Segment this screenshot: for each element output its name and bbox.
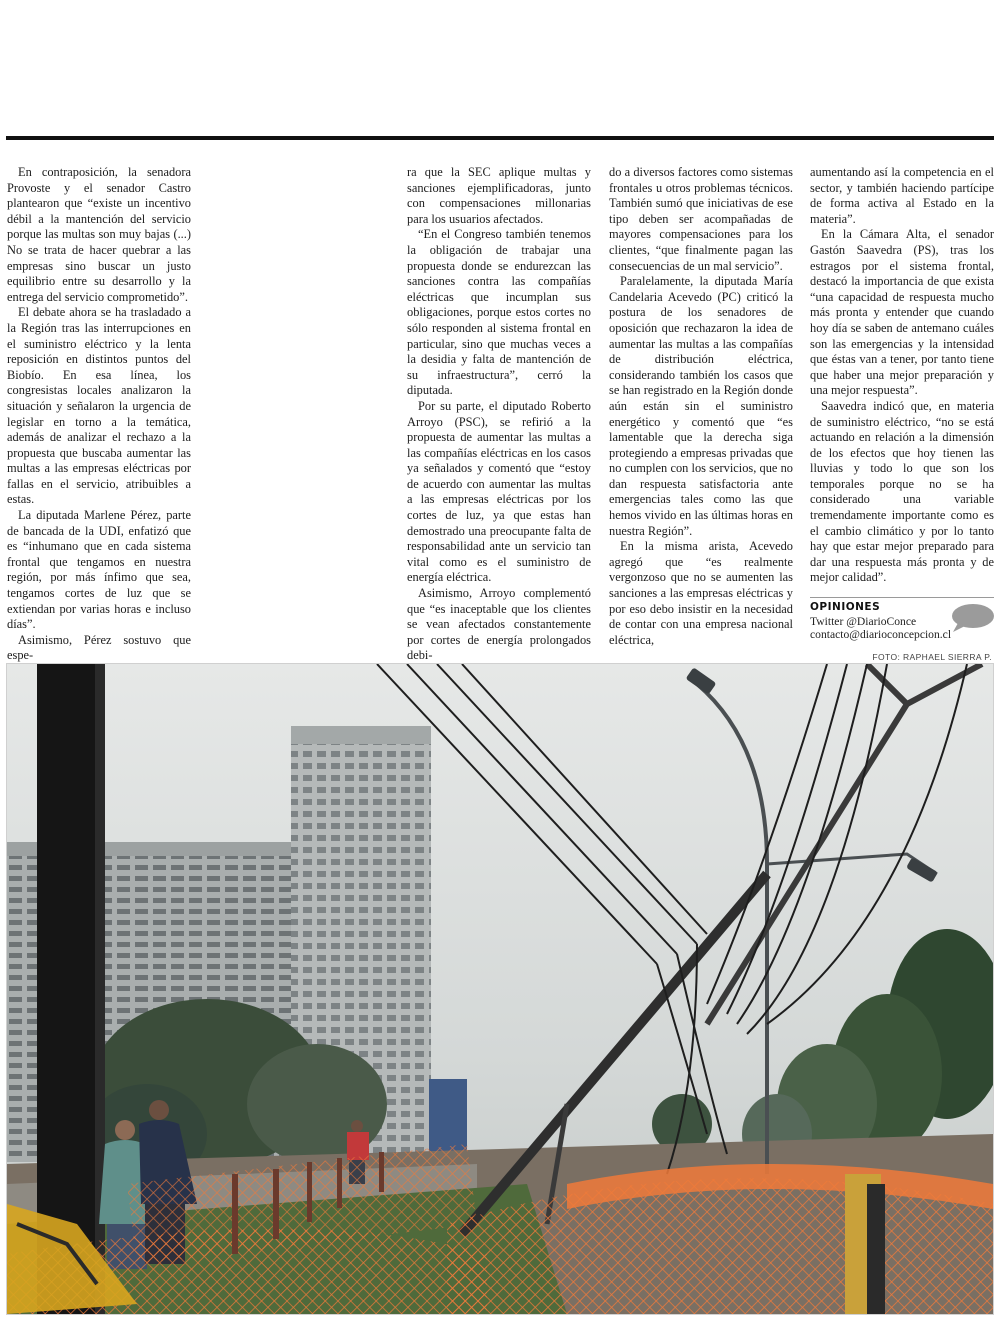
paragraph: En la Cámara Alta, el senador Gastón Saavedra (PS), tras los estragos por el sistema frontal, destacó la importancia de que exista “una capacidad de respuesta mucho más pronta y entender que cuando hoy día se saben de antemano cuáles son las emergencias y la intensidad que éstas van a tener, por tanto tiene que haber una mejor preparación y una mejor respuesta”. — [810, 227, 994, 398]
contact-email[interactable]: contacto@diarioconcepcion.cl — [810, 628, 952, 641]
paragraph: ra que la SEC aplique multas y sanciones ejemplificadoras, junto con compensaciones millonarias para los usuarios afectados. — [407, 165, 591, 226]
paragraph: Asimismo, Pérez sostuvo que espe- — [7, 632, 191, 663]
paragraph: “En el Congreso también tenemos la obligación de trabajar una propuesta donde se endurezcan las sanciones contra las compañías eléctricas que incumplan sus obligaciones, porque estos cortes no sólo responden al sistema frontal en particular, sino que muchas veces a la desidia y falta de mantención de su infraestructura”, cerró la diputada. — [407, 227, 591, 398]
paragraph: En contraposición, la senadora Provoste y el senador Castro plantearon que “existe un incentivo débil a la mantención del servicio porque las multas son muy bajas (...) No se trata de hacer quebrar a las empresas sino buscar un justo equilibrio entre su desarrollo y la entrega del servicio comprometido”. — [7, 165, 191, 304]
paragraph: aumentando así la competencia en el sector, y también haciendo partícipe de forma activa al Estado en la materia”. — [810, 165, 994, 226]
paragraph: Saavedra indicó que, en materia de suministro eléctrico, “no se está actuando en relación a la dimensión de los efectos que hoy tienen las lluvias y todo lo que son los temporales porque no se ha considerado una variable tremendamente importante como es el cambio climático y por lo tanto hay que estar mejor preparado para dar una respuesta más pronta y de mejor calidad”. — [810, 398, 994, 585]
paragraph: El debate ahora se ha trasladado a la Región tras las interrupciones en el suministro eléctrico y la lenta reposición en distintos puntos del Biobío. En esa línea, los congresistas locales analizaron la situación y señalaron la urgencia de legislar en torno a la temática, además de analizar el rechazo a la propuesta que buscaba aumentar las multas a las empresas eléctricas por fallas en el servicio, atribuibles a estas. — [7, 305, 191, 507]
fallen-power-pole-photo — [7, 664, 993, 1314]
paragraph: En la misma arista, Acevedo agregó que “es realmente vergonzoso que no se aumenten las sanciones a las empresas eléctricas y por eso debo insistir en la necesidad de contar con una empresa nacional eléctrica, — [609, 539, 793, 647]
article-column-1 — [7, 165, 191, 664]
article-column-4 — [810, 165, 994, 586]
photo-credit: FOTO: RAPHAEL SIERRA P. — [872, 652, 992, 662]
opiniones-box — [810, 597, 994, 642]
twitter-handle[interactable]: Twitter @DiarioConce — [810, 615, 917, 628]
article-column-2 — [407, 165, 591, 664]
article-column-3 — [609, 165, 793, 648]
paragraph: do a diversos factores como sistemas frontales u otros problemas técnicos. También sumó que iniciativas de ese tipo deben ser acompañadas de mayores compensaciones para los clientes, “que finalmente pagan las consecuencias de un mal servicio”. — [609, 165, 793, 273]
news-photo — [6, 663, 994, 1315]
paragraph: Asimismo, Arroyo complementó que “es inaceptable que los clientes se vean afectados constantemente por cortes de energía prolongados debi- — [407, 586, 591, 663]
speech-bubble-icon — [950, 603, 994, 633]
paragraph: La diputada Marlene Pérez, parte de bancada de la UDI, enfatizó que es “inhumano que en cada sistema frontal que tengamos en nuestra región, por más ínfimo que sea, tengamos cortes de luz que se extiendan por varias horas e incluso días”. — [7, 508, 191, 632]
top-rule — [6, 136, 994, 140]
opiniones-title: OPINIONES — [810, 601, 881, 613]
paragraph: Paralelamente, la diputada María Candelaria Acevedo (PC) criticó la postura de los senadores de oposición que rechazaron la idea de aumentar las multas a las compañías de distribución eléctrica, considerando también los casos que se han registrado en la Región donde aún están sin el suministro energético y comentó que “es lamentable que la derecha siga protegiendo a empresas privadas que no cumplen con los servicios, que no dan respuesta satisfactoria ante emergencias tales como las que hemos vivido en las últimas horas en nuestra Región”. — [609, 274, 793, 538]
paragraph: Por su parte, el diputado Roberto Arroyo (PSC), se refirió a la propuesta de aumentar las multas a las compañías eléctricas en los casos ya señalados y comentó que “estoy de acuerdo con aumentar las multas a las empresas eléctricas por los cortes de luz, ya que estas han demostrado una preocupante falta de responsabilidad ante un servicio tan vital como es el suministro de energía eléctrica. — [407, 398, 591, 585]
